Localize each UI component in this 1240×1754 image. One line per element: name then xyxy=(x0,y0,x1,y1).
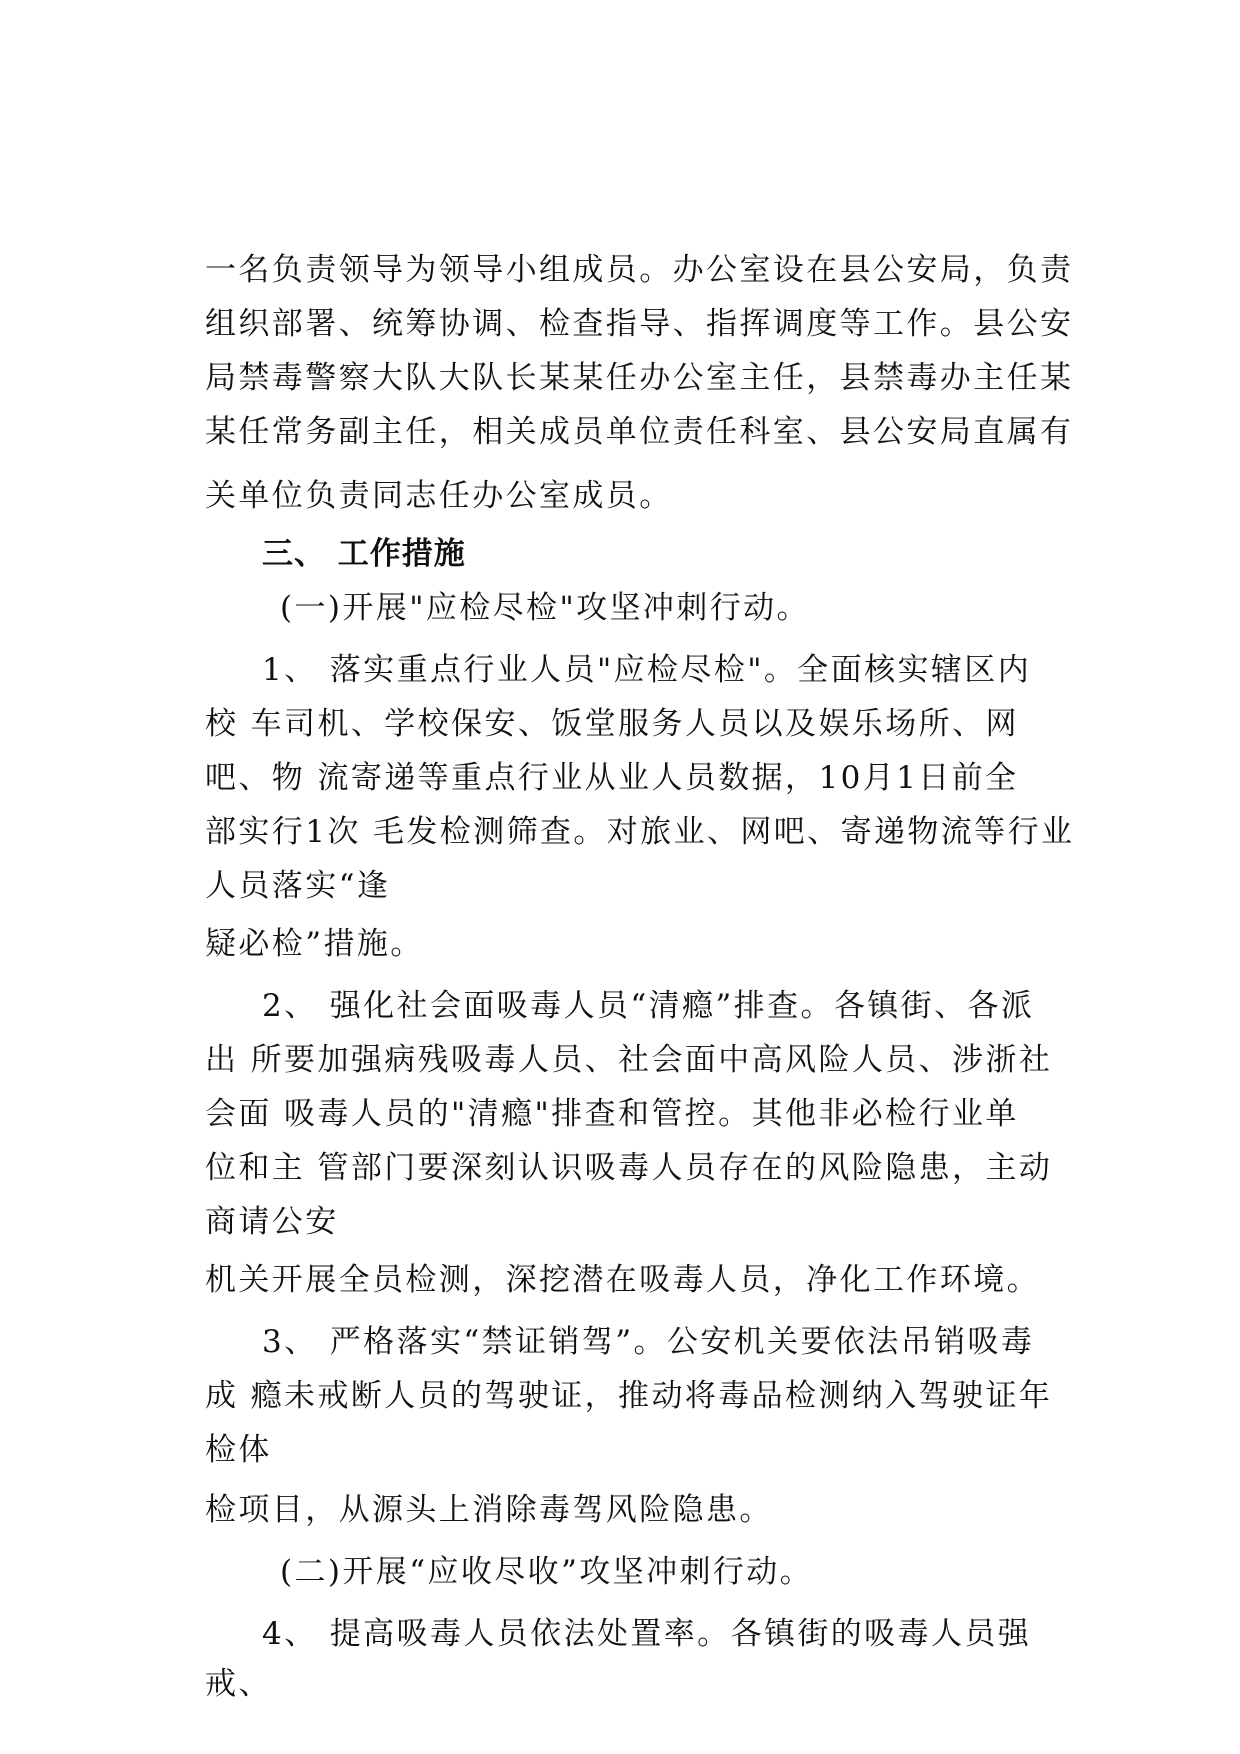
body-line: 疑必检”措施。 xyxy=(205,926,424,962)
body-line: 检项目，从源头上消除毒驾风险隐患。 xyxy=(205,1492,773,1528)
body-line: 校 车司机、学校保安、饭堂服务人员以及娱乐场所、网 xyxy=(205,706,1019,742)
subsection-heading: (一)开展"应检尽检"攻坚冲刺行动。 xyxy=(280,590,810,626)
body-line: 一名负责领导为领导小组成员。办公室设在县公安局，负责 xyxy=(205,252,1074,288)
subsection-heading: (二)开展“应收尽收”攻坚冲刺行动。 xyxy=(280,1554,814,1590)
list-item-heading: 1、 落实重点行业人员"应检尽检"。全面核实辖区内 xyxy=(262,652,1032,688)
body-line: 组织部署、统筹协调、检查指导、指挥调度等工作。县公安 xyxy=(205,306,1074,342)
body-line: 位和主 管部门要深刻认识吸毒人员存在的风险隐患，主动 xyxy=(205,1150,1053,1186)
body-line: 局禁毒警察大队大队长某某任办公室主任，县禁毒办主任某 xyxy=(205,360,1074,396)
list-item-heading: 2、 强化社会面吸毒人员“清瘾”排查。各镇街、各派 xyxy=(262,988,1035,1024)
body-line: 戒、 xyxy=(205,1666,272,1702)
list-item-heading: 3、 严格落实“禁证销驾”。公安机关要依法吊销吸毒 xyxy=(262,1324,1035,1360)
body-line: 机关开展全员检测，深挖潜在吸毒人员，净化工作环境。 xyxy=(205,1262,1040,1298)
body-line: 关单位负责同志任办公室成员。 xyxy=(205,478,673,514)
body-line: 吧、物 流寄递等重点行业从业人员数据，10月1日前全 xyxy=(205,760,1019,796)
body-line: 人员落实“逢 xyxy=(205,868,391,904)
body-line: 出 所要加强病残吸毒人员、社会面中高风险人员、涉浙社 xyxy=(205,1042,1053,1078)
body-line: 会面 吸毒人员的"清瘾"排查和管控。其他非必检行业单 xyxy=(205,1096,1019,1132)
body-line: 部实行1次 毛发检测筛查。对旅业、网吧、寄递物流等行业 xyxy=(205,814,1075,850)
section-heading: 三、 工作措施 xyxy=(262,536,466,572)
list-item-heading: 4、 提高吸毒人员依法处置率。各镇街的吸毒人员强 xyxy=(262,1616,1032,1652)
body-line: 成 瘾未戒断人员的驾驶证，推动将毒品检测纳入驾驶证年 xyxy=(205,1378,1053,1414)
body-line: 某任常务副主任，相关成员单位责任科室、县公安局直属有 xyxy=(205,414,1074,450)
body-line: 商请公安 xyxy=(205,1204,339,1240)
body-line: 检体 xyxy=(205,1432,272,1468)
